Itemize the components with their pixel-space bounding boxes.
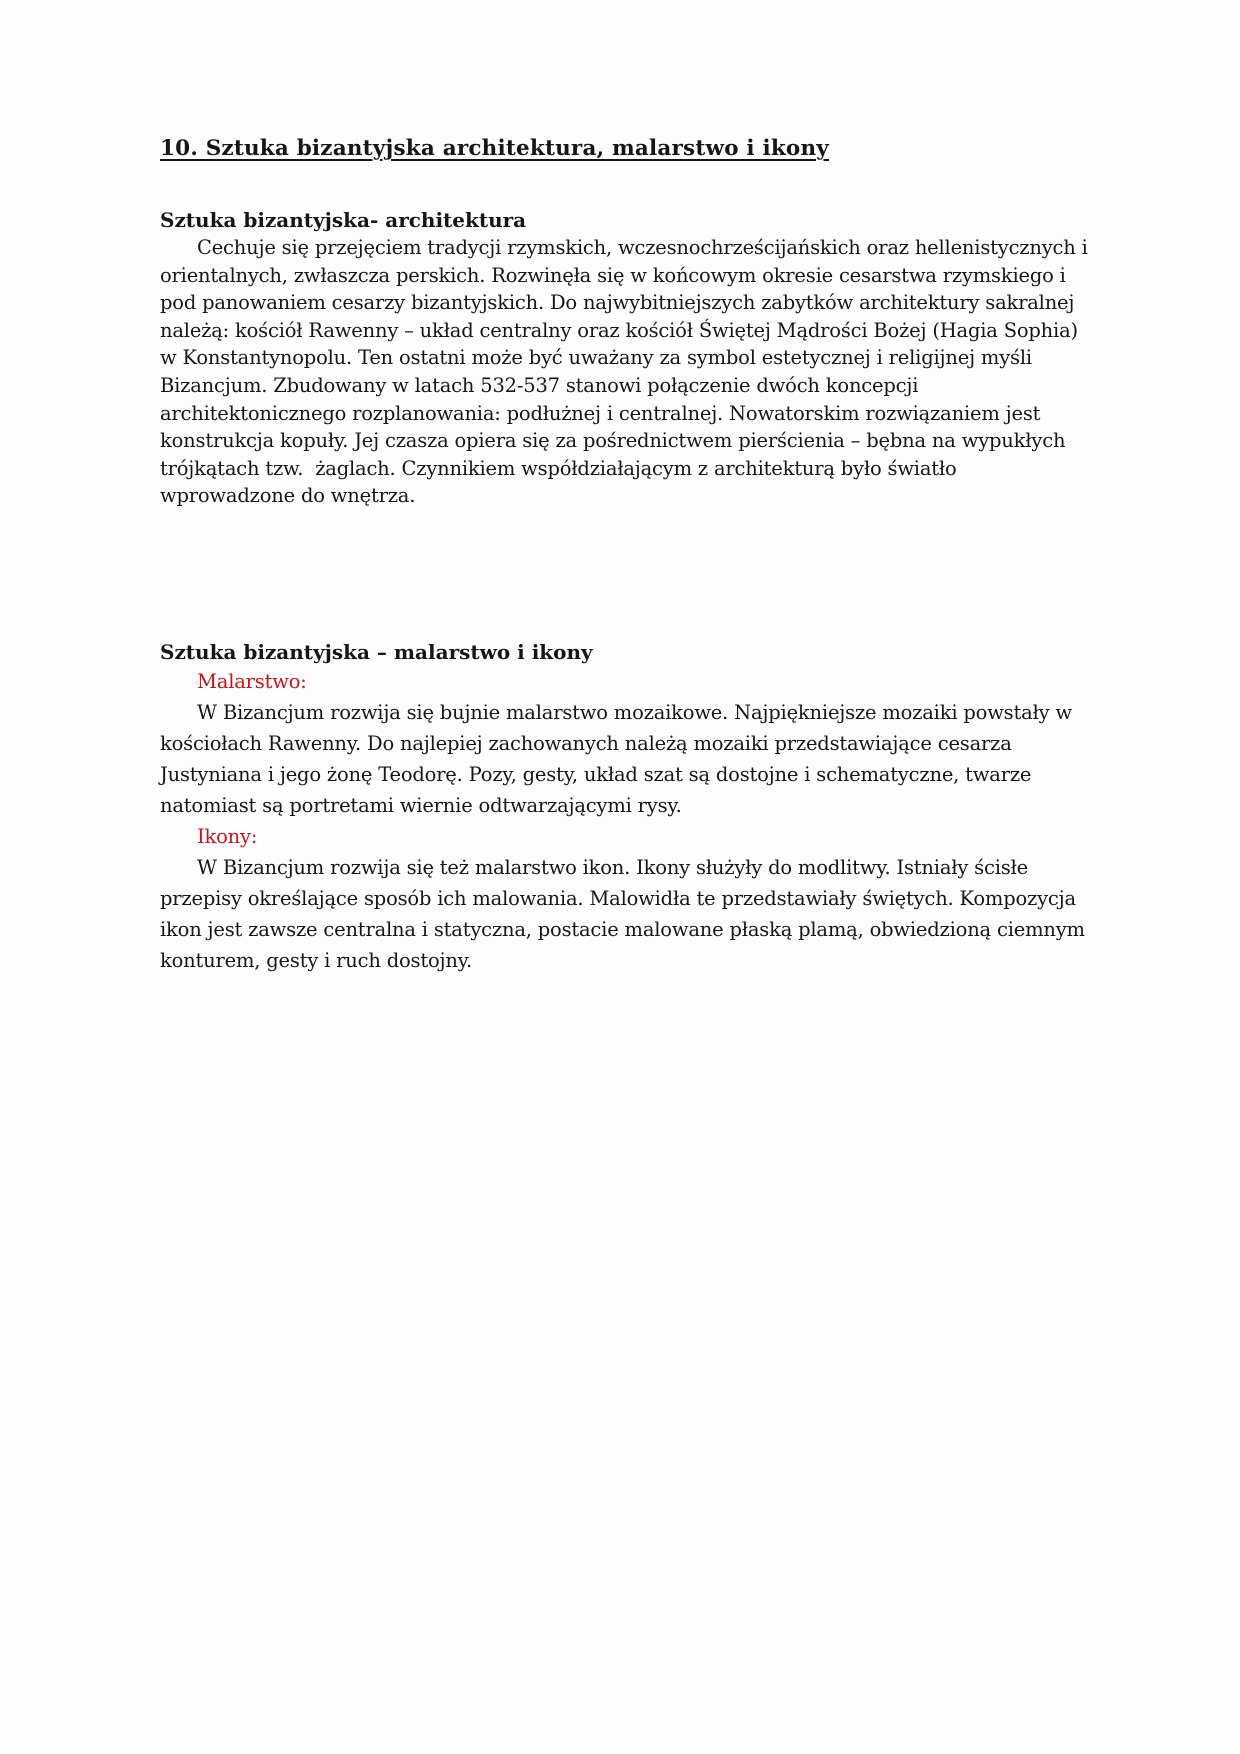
section-heading-architektura: Sztuka bizantyjska- architektura (160, 208, 527, 232)
text-line: Justyniana i jego żonę Teodorę. Pozy, gesty, układ szat są dostojne i schematyczne, twarze (160, 762, 1032, 786)
text-line: wprowadzone do wnętrza. (160, 484, 416, 508)
section-heading-malarstwo-ikony: Sztuka bizantyjska – malarstwo i ikony (160, 639, 593, 664)
text-line: W Bizancjum rozwija się bujnie malarstwo mozaikowe. Najpiękniejsze mozaiki powstały w (197, 700, 1072, 724)
subsection-malarstwo (160, 666, 1135, 821)
text-line: W Bizancjum rozwija się też malarstwo ikon. Ikony służyły do modlitwy. Istniały ścisłe (197, 855, 1029, 879)
text-line: orientalnych, zwłaszcza perskich. Rozwinęła się w końcowym okresie cesarstwa rzymskiego i (160, 263, 1066, 287)
text-line: pod panowaniem cesarzy bizantyjskich. Do najwybitniejszych zabytków architektury sakralnej (160, 291, 1075, 315)
paragraph-malarstwo (160, 697, 1135, 821)
page-title: 10. Sztuka bizantyjska architektura, malarstwo i ikony (160, 136, 829, 161)
text-line: Bizancjum. Zbudowany w latach 532-537 stanowi połączenie dwóch koncepcji (160, 373, 919, 397)
paragraph-architektura (160, 234, 1135, 510)
text-line: kościołach Rawenny. Do najlepiej zachowanych należą mozaiki przedstawiające cesarza (160, 731, 1012, 755)
text-line: Cechuje się przejęciem tradycji rzymskich, wczesnochrześcijańskich oraz hellenistycznych i (197, 236, 1088, 259)
paragraph-ikony (160, 852, 1135, 976)
subsection-ikony (160, 821, 1135, 976)
text-line: w Konstantynopolu. Ten ostatni może być uważany za symbol estetycznej i religijnej myśli (160, 346, 1032, 370)
text-line: należą: kościół Rawenny – układ centralny oraz kościół Świętej Mądrości Bożej (Hagia Sophia) (160, 318, 1078, 342)
text-line: konstrukcja kopuły. Jej czasza opiera się za pośrednictwem pierścienia – bębna na wypukłych (160, 429, 1066, 453)
text-line: architektonicznego rozplanowania: podłużnej i centralnej. Nowatorskim rozwiązaniem jest (160, 401, 1041, 425)
subsection-label-ikony: Ikony: (197, 824, 258, 848)
text-line: konturem, gesty i ruch dostojny. (160, 948, 472, 972)
subsection-label-malarstwo: Malarstwo: (197, 669, 307, 693)
text-line: natomiast są portretami wiernie odtwarzającymi rysy. (160, 793, 682, 817)
text-line: trójkątach tzw. żaglach. Czynnikiem współdziałającym z architekturą było światło (160, 456, 957, 480)
text-line: przepisy określające sposób ich malowania. Malowidła te przedstawiały świętych. Kompozycja (160, 886, 1076, 910)
text-line: ikon jest zawsze centralna i statyczna, postacie malowane płaską plamą, obwiedzioną ciemnym (160, 917, 1085, 941)
